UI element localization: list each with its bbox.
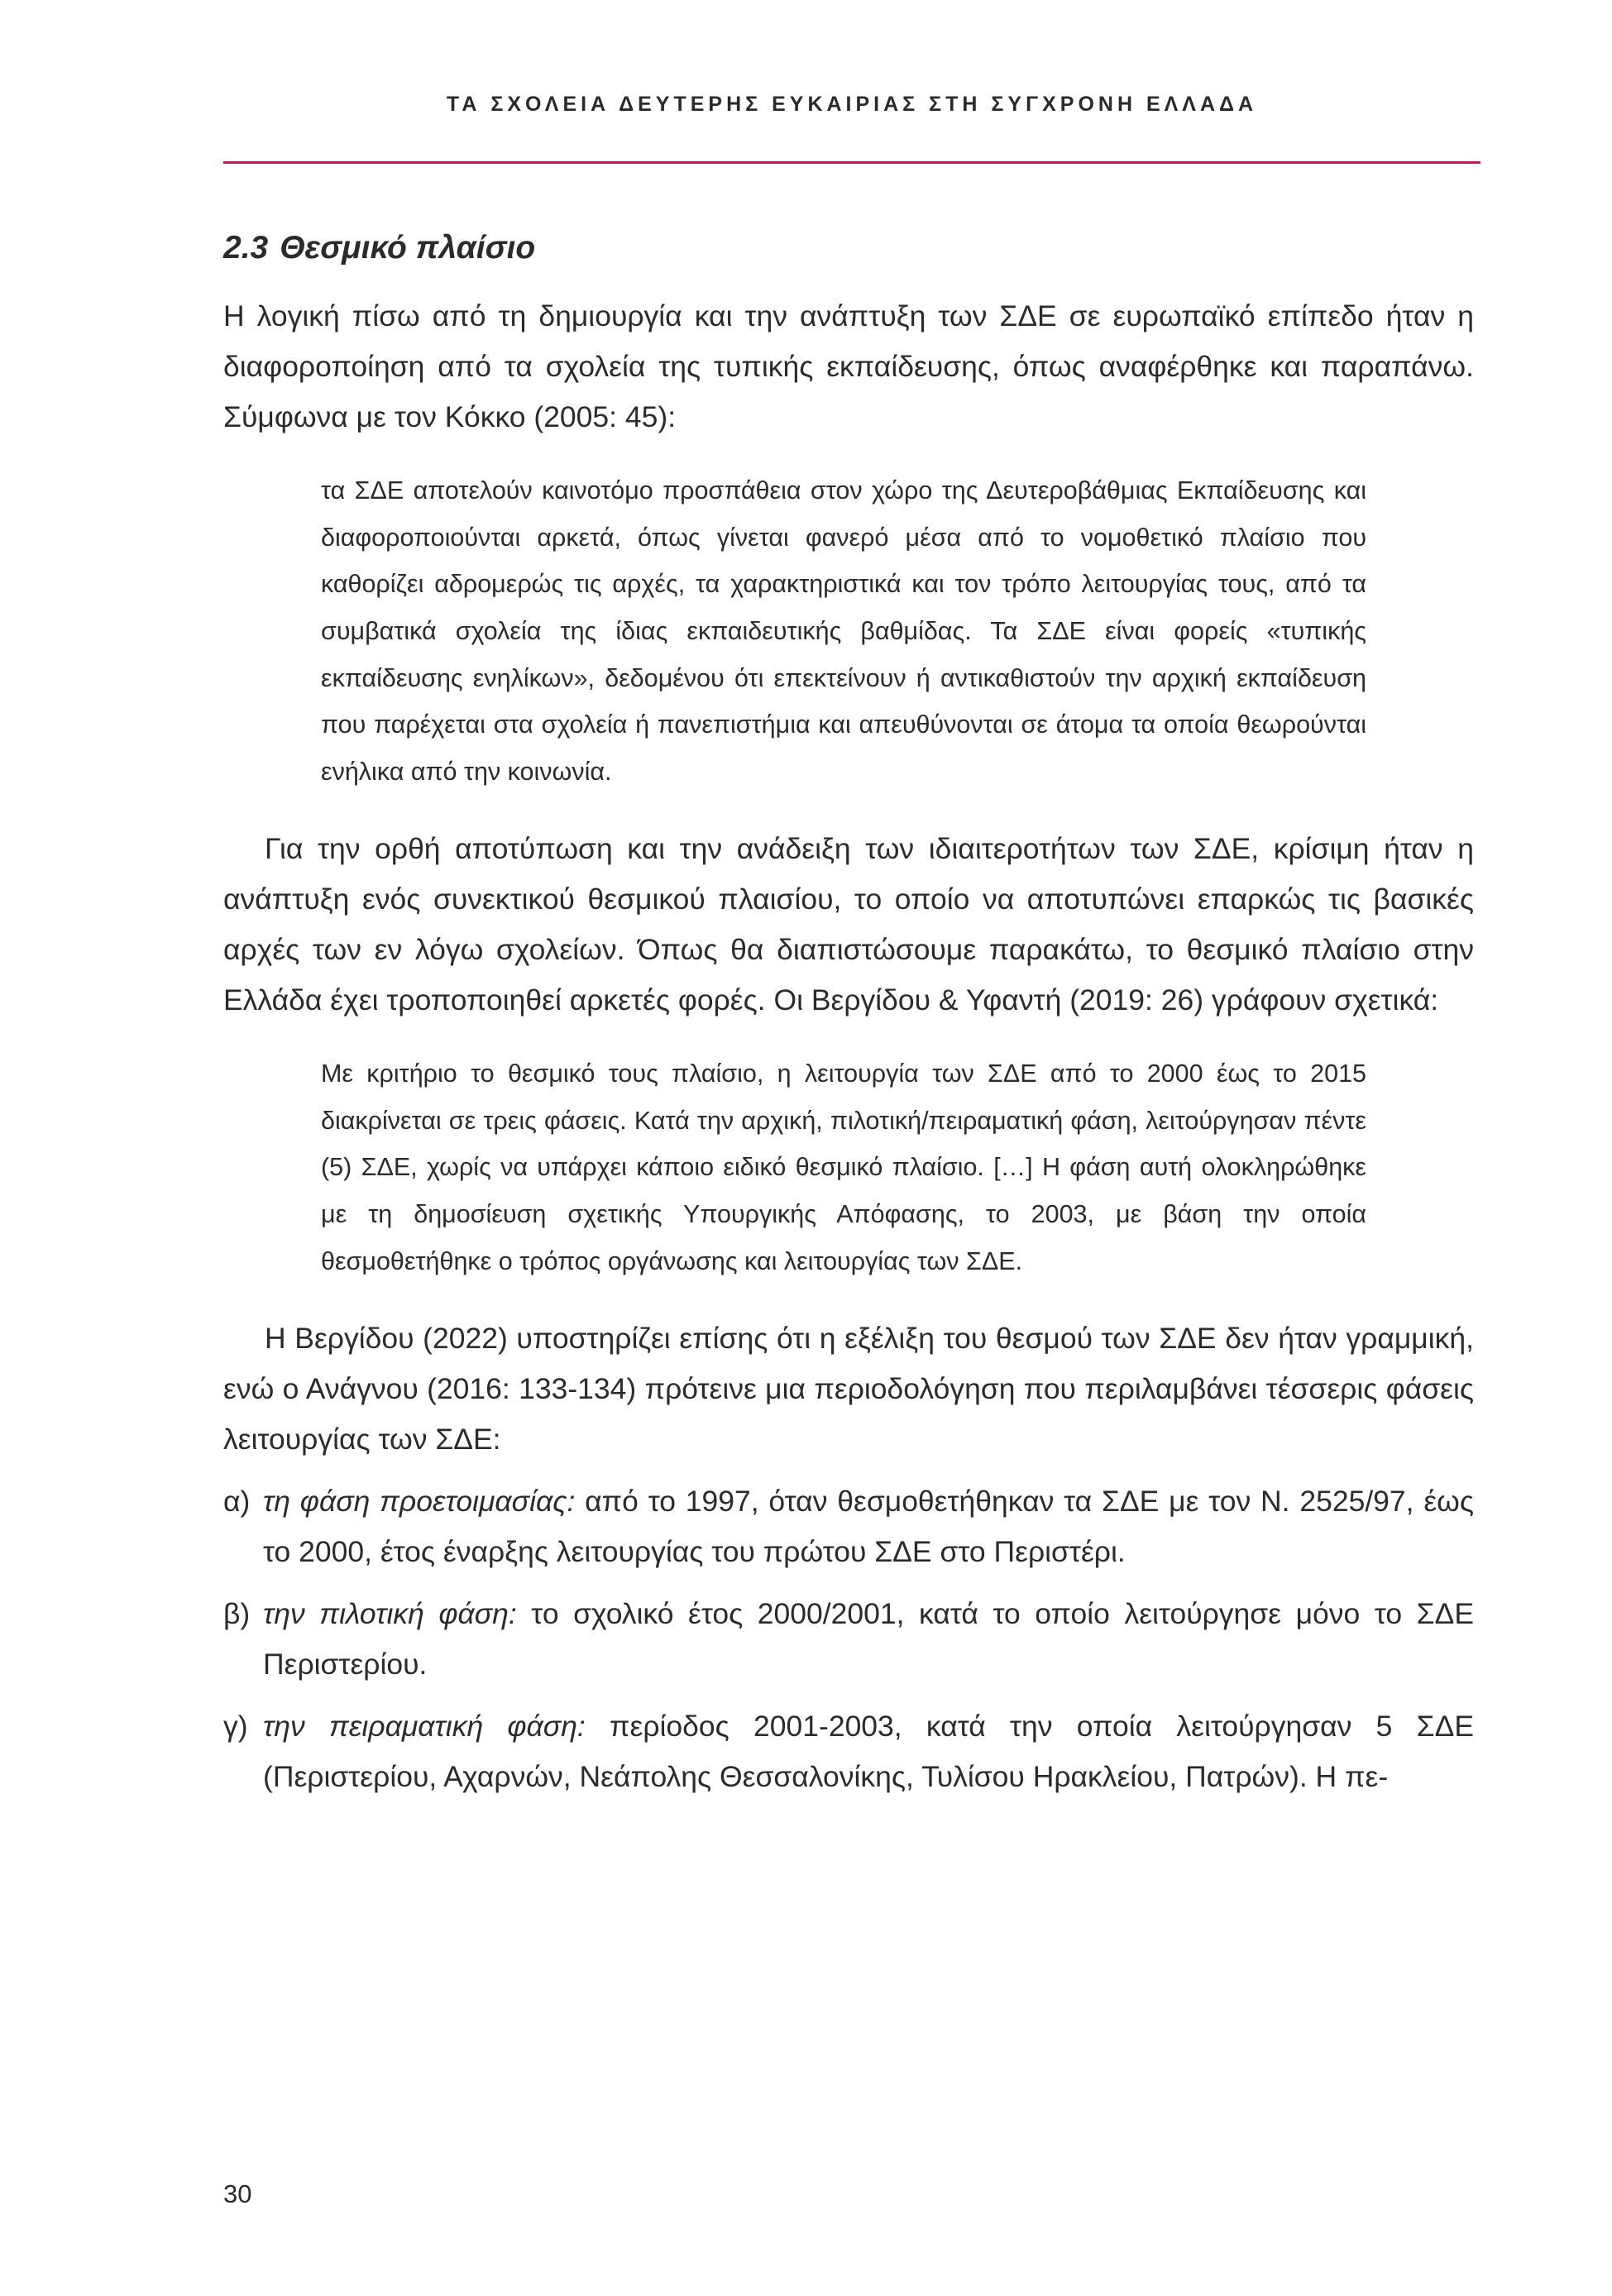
block-quote-vergidou: Με κριτήριο το θεσμικό τους πλαίσιο, η λειτουργία των ΣΔΕ από το 2000 έως το 2015 διακρίνεται σε τρεις φάσεις. Κατά την αρχική, πιλοτική/πειραματική φάση, λειτούργησαν πέντε (5) ΣΔΕ, χωρίς να υπάρχει κάποιο ειδικό θεσμικό πλαίσιο. […] Η φάση αυτή ολοκληρώθηκε με τη δημοσίευση σχετικής Υπουργικής Απόφασης, το 2003, με βάση την οποία θεσμοθετήθηκε ο τρόπος οργάνωσης και λειτουργίας των ΣΔΕ. [321,1060,1366,1275]
running-head: ΤΑ ΣΧΟΛΕΙΑ ΔΕΥΤΕΡΗΣ ΕΥΚΑΙΡΙΑΣ ΣΤΗ ΣΥΓΧΡΟΝΗ ΕΛΛΑΔΑ [446,93,1258,116]
list-item [223,1589,1474,1690]
phase-label: τη φάση προετοιμασίας: [263,1484,576,1518]
page-body [223,227,1474,1814]
section-title: Θεσμικό πλαίσιο [280,230,536,265]
paragraph-framework: Για την ορθή αποτύπωση και την ανάδειξη των ιδιαιτεροτήτων των ΣΔΕ, κρίσιμη ήταν η ανάπτυξη ενός συνεκτικού θεσμικού πλαισίου, το οποίο να αποτυπώνει επαρκώς τις βασικές αρχές των εν λόγω σχολείων. Όπως θα διαπιστώσουμε παρακάτω, το θεσμικό πλαίσιο στην Ελλάδα έχει τροποποιηθεί αρκετές φορές. Οι Βεργίδου & Υφαντή (2019: 26) γράφουν σχετικά: [223,831,1474,1016]
phase-label: την πιλοτική φάση: [263,1596,517,1630]
page-number: 30 [223,2179,252,2208]
paragraph-intro: Η λογική πίσω από τη δημιουργία και την ανάπτυξη των ΣΔΕ σε ευρωπαϊκό επίπεδο ήταν η διαφοροποίηση από τα σχολεία της τυπικής εκπαίδευσης, όπως αναφέρθηκε και παραπάνω. Σύμφωνα με τον Κόκκο (2005: 45): [223,299,1474,433]
list-item [223,1701,1474,1802]
paragraph-phases-intro: Η Βεργίδου (2022) υποστηρίζει επίσης ότι η εξέλιξη του θεσμού των ΣΔΕ δεν ήταν γραμμική, ενώ ο Ανάγνου (2016: 133-134) πρότεινε μια περιοδολόγηση που περιλαμβάνει τέσσερις φάσεις λειτουργίας των ΣΔΕ: [223,1321,1474,1456]
section-number: 2.3 [223,230,269,265]
list-marker: α) [223,1484,251,1518]
list-marker: β) [223,1596,251,1630]
phase-text: από το 1997, όταν θεσμοθετήθηκαν τα ΣΔΕ με τον Ν. 2525/97, έως το 2000, έτος έναρξης λειτουργίας του πρώτου ΣΔΕ στο Περιστέρι. [263,1484,1474,1568]
phase-text: περίοδος 2001-2003, κατά την οποία λειτούργησαν 5 ΣΔΕ (Περιστερίου, Αχαρνών, Νεάπολης Θεσσαλονίκης, Τυλίσου Ηρακλείου, Πατρών). Η πε- [263,1709,1475,1794]
phases-list [223,1476,1474,1802]
section-heading [223,227,1474,270]
header-rule [223,161,1480,164]
phase-label: την πειραματική φάση: [263,1709,586,1743]
list-item [223,1476,1474,1577]
phase-text: το σχολικό έτος 2000/2001, κατά το οποίο λειτούργησε μόνο το ΣΔΕ Περιστερίου. [263,1596,1474,1681]
list-marker: γ) [223,1709,248,1743]
block-quote-kokkos: τα ΣΔΕ αποτελούν καινοτόμο προσπάθεια στον χώρο της Δευτεροβάθμιας Εκπαίδευσης και διαφοροποιούνται αρκετά, όπως γίνεται φανερό μέσα από το νομοθετικό πλαίσιο που καθορίζει αδρομερώς τις αρχές, τα χαρακτηριστικά και τον τρόπο λειτουργίας τους, από τα συμβατικά σχολεία της ίδιας εκπαιδευτικής βαθμίδας. Τα ΣΔΕ είναι φορείς «τυπικής εκπαίδευσης ενηλίκων», δεδομένου ότι επεκτείνουν ή αντικαθιστούν την αρχική εκπαίδευση που παρέχεται στα σχολεία ή πανεπιστήμια και απευθύνονται σε άτομα τα οποία θεωρούνται ενήλικα από την κοινωνία. [321,476,1366,787]
